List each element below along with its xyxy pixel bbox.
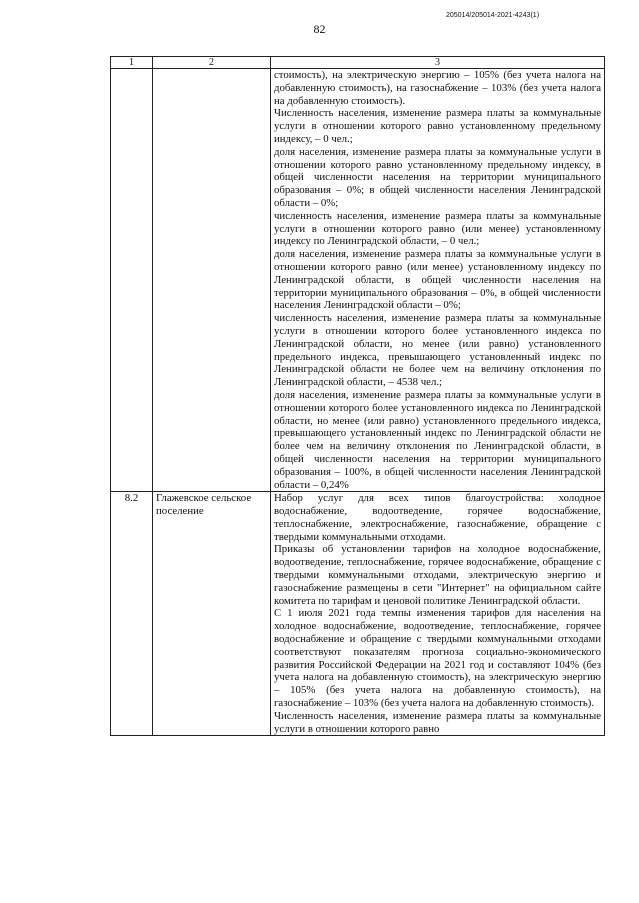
paragraph: доля населения, изменение размера платы за коммунальные услуги в отношении которого более установленного индекса по Ленинградской области, но менее (или равно) установленного предельного индекса, превышающего установленный индекс по Ленинградской области не более чем на величину отклонения по Ленинградской области, в общей численности населения на территории муниципального образования – 100%, в общей численности населения Ленинградской области – 0,24% xyxy=(274,388,601,491)
page-number: 82 xyxy=(313,22,326,36)
paragraph: доля населения, изменение размера платы за коммунальные услуги в отношении которого равно (или менее) установленному индексу по Ленинградской области, в общей численности населения на территории муниципального образования – 0%, в общей численности населения Ленинградской области – 0%; xyxy=(274,248,601,312)
column-number-3: 3 xyxy=(271,57,605,69)
paragraph: стоимость), на электрическую энергию – 105% (без учета налога на добавленную стоимость), на газоснабжение – 103% (без учета налога на добавленную стоимость). xyxy=(274,69,601,107)
tariff-table xyxy=(110,56,605,736)
paragraph: Численность населения, изменение размера платы за коммунальные услуги в отношении которого равно xyxy=(274,709,601,735)
paragraph: С 1 июля 2021 года темпы изменения тарифов для населения на холодное водоснабжение, водоотведение, теплоснабжение, горячее водоснабжение и обращение с твердыми коммунальными отходами соответствуют показателям прогноза социально-экономического развития Российской Федерации на 2021 год и составляют 104% (без учета налога на добавленную стоимость), на электрическую энергию – 105% (без учета налога на добавленную стоимость), на газоснабжение – 103% (без учета налога на добавленную стоимость). xyxy=(274,607,601,710)
column-number-1: 1 xyxy=(111,57,153,69)
row-content xyxy=(271,69,605,492)
row-number: 8.2 xyxy=(111,492,153,736)
table-row-8-2 xyxy=(111,492,605,736)
document-id: 205014/205014-2021-4243(1) xyxy=(446,12,540,19)
settlement-name xyxy=(153,69,271,492)
row-number xyxy=(111,69,153,492)
paragraph: численность населения, изменение размера платы за коммунальные услуги в отношении которого более установленного индекса по Ленинградской области, но менее (или равно) установленного предельного индекса, превышающего установленный индекс по Ленинградской области не более чем на величину отклонения по Ленинградской области, – 4538 чел.; xyxy=(274,312,601,389)
table-header-row xyxy=(111,57,605,69)
settlement-name: Глажевское сельское поселение xyxy=(153,492,271,736)
paragraph: Набор услуг для всех типов благоустройства: холодное водоснабжение, водоотведение, горячее водоснабжение, теплоснабжение, электроснабжение, газоснабжение, обращение с твердыми коммунальными отходами. xyxy=(274,492,601,543)
paragraph: Численность населения, изменение размера платы за коммунальные услуги в отношении которого равно установленному предельному индексу, – 0 чел.; xyxy=(274,107,601,145)
table-row-continuation xyxy=(111,69,605,492)
paragraph: численность населения, изменение размера платы за коммунальные услуги в отношении которого равно (или менее) установленному индексу по Ленинградской области, – 0 чел.; xyxy=(274,209,601,248)
paragraph: Приказы об установлении тарифов на холодное водоснабжение, водоотведение, теплоснабжение, горячее водоснабжение, обращение с твердыми коммунальными отходами, электрическую энергию и газоснабжение размещены в сети "Интернет" на официальном сайте комитета по тарифам и ценовой политике Ленинградской области. xyxy=(274,543,601,607)
column-number-2: 2 xyxy=(153,57,271,69)
row-content xyxy=(271,492,605,736)
paragraph: доля населения, изменение размера платы за коммунальные услуги в отношении которого равно установленному предельному индексу, в общей численности населения на территории муниципального образования – 0%; в общей численности населения Ленинградской области – 0%; xyxy=(274,145,601,209)
